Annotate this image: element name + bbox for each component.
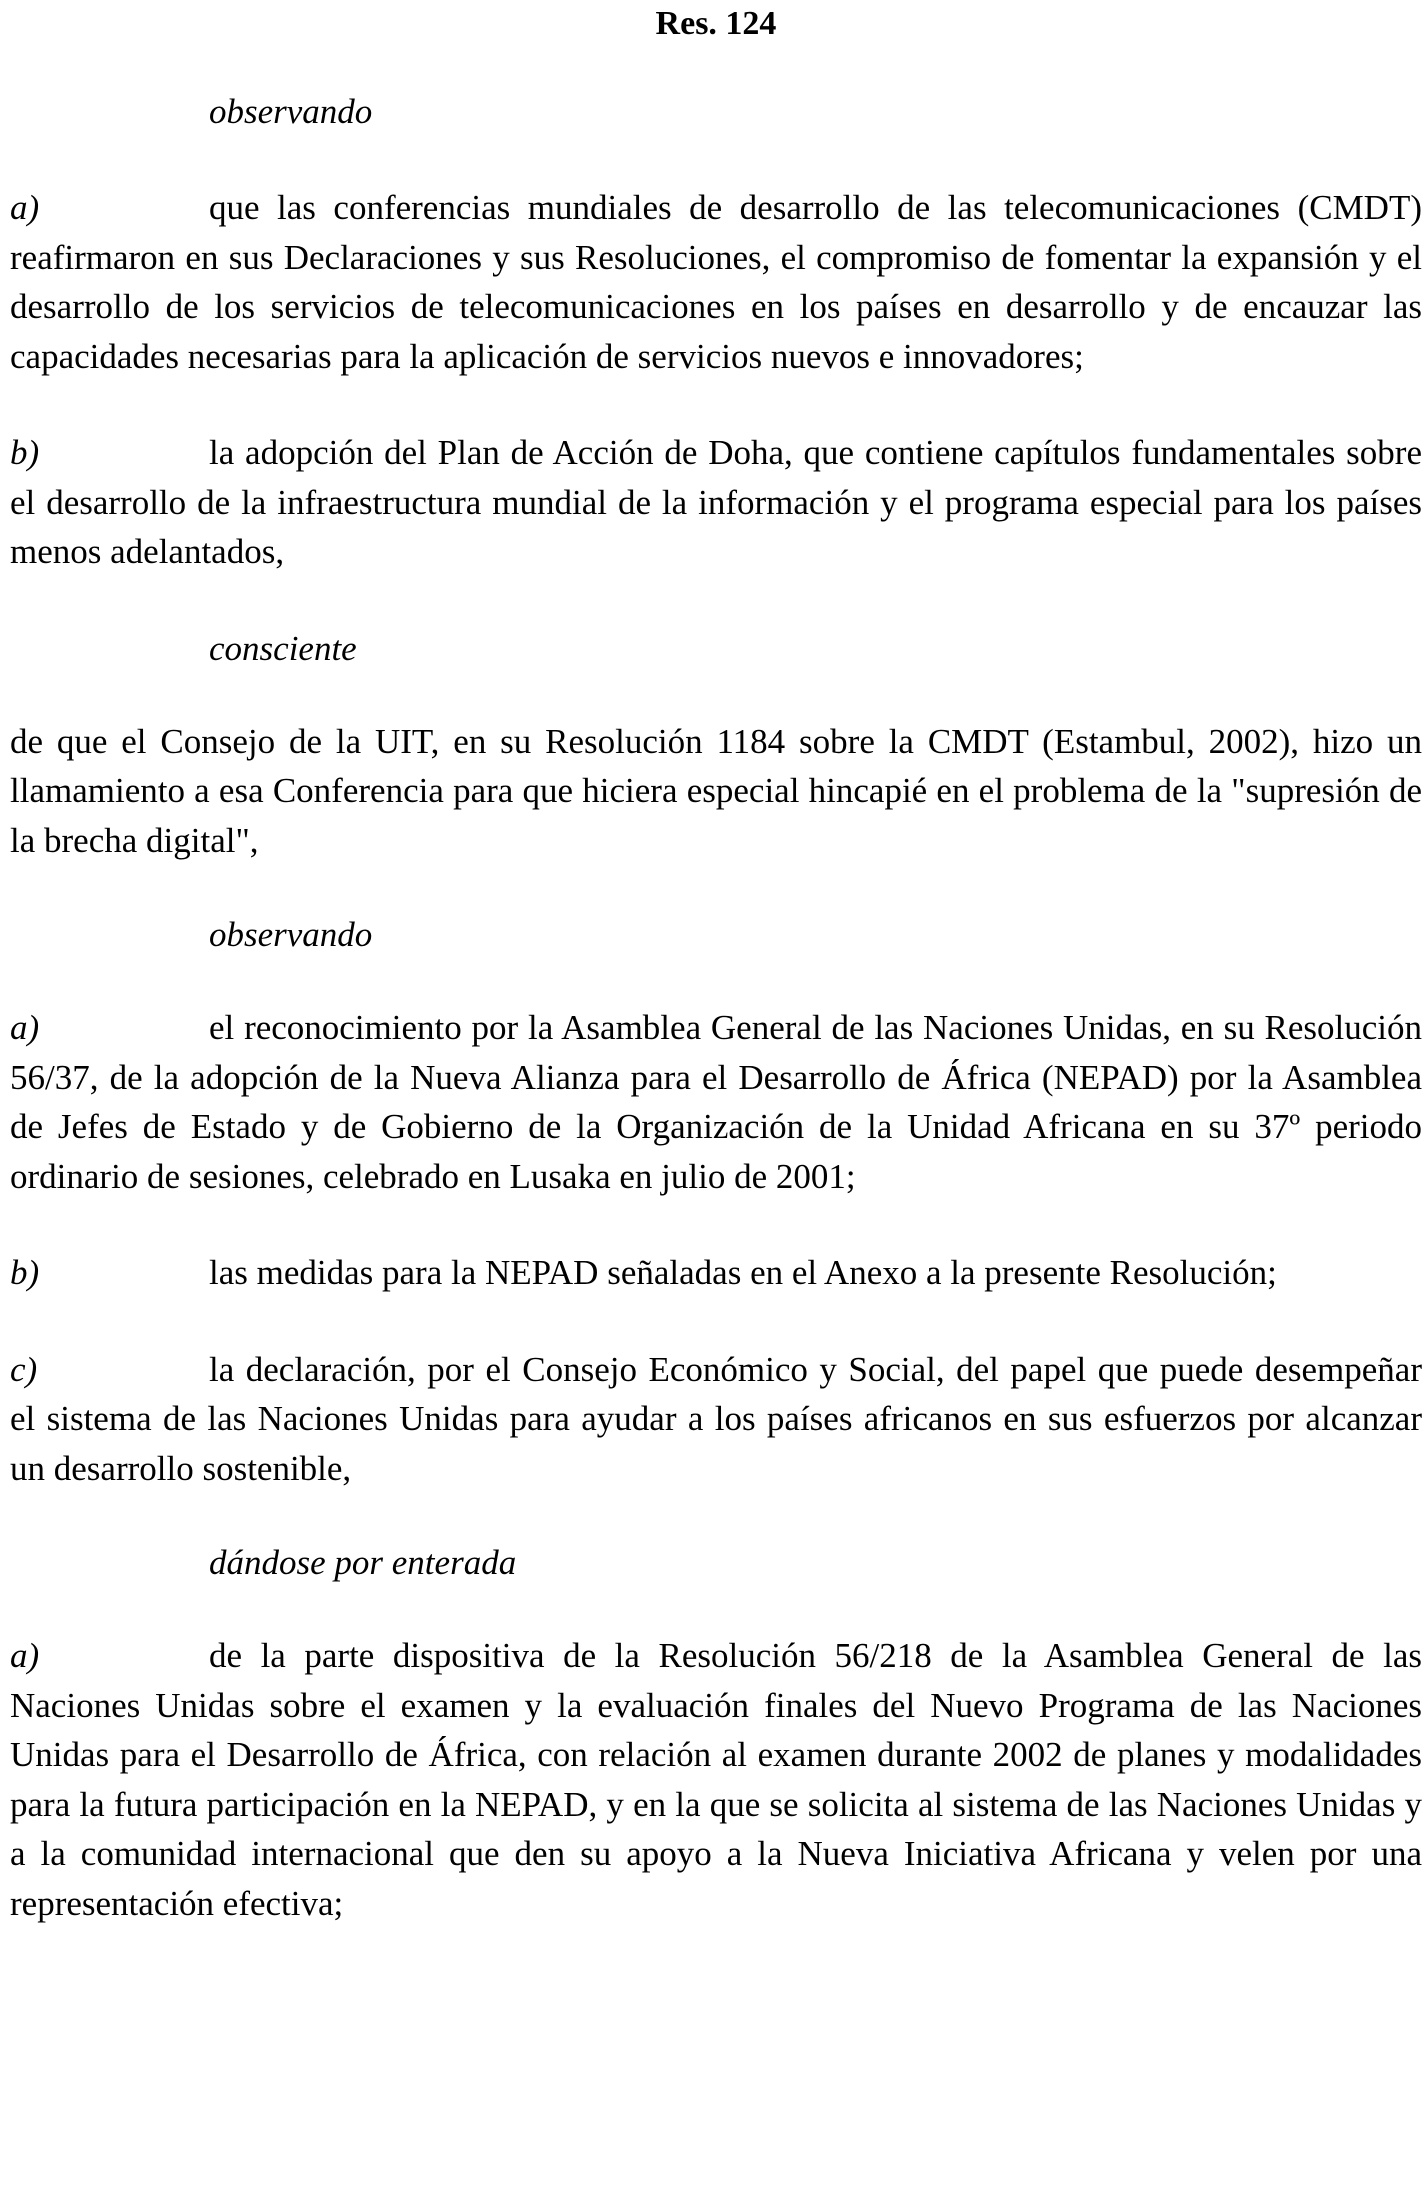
paragraph-text: que las conferencias mundiales de desarrollo de las telecomunicaciones (CMDT) reafirmaron en sus Declaraciones y sus Resoluciones, el compromiso de fomentar la expansión y el desarrollo de los servicios de telecomunicaciones en los países en desarrollo y de encauzar las capacidades necesarias para la aplicación de servicios nuevos e innovadores; [10,188,1422,376]
section-heading-observando-1: observando [209,92,373,131]
document-page [10,0,1422,1928]
paragraph-observando2-a [10,1003,1422,1201]
paragraph-text: de que el Consejo de la UIT, en su Resolución 1184 sobre la CMDT (Estambul, 2002), hizo un llamamiento a esa Conferencia para que hiciera especial hincapié en el problema de la "supresión de la brecha digital", [10,721,1422,860]
paragraph-observando-b [10,428,1422,577]
paragraph-consciente [10,717,1422,866]
paragraph-label: c) [10,1349,38,1389]
paragraph-observando2-c [10,1345,1422,1494]
paragraph-label: b) [10,1253,40,1292]
section-heading-consciente: consciente [209,628,357,668]
paragraph-text: la adopción del Plan de Acción de Doha, que contiene capítulos fundamentales sobre el desarrollo de la infraestructura mundial de la información y el programa especial para los países menos adelantados, [10,433,1422,571]
paragraph-enterada-a [10,1631,1422,1928]
section-heading-dandose-por-enterada: dándose por enterada [209,1543,517,1582]
paragraph-text: de la parte dispositiva de la Resolución 56/218 de la Asamblea General de las Naciones Unidas sobre el examen y la evaluación finales del Nuevo Programa de las Naciones Unidas para el Desarrollo de África, con relación al examen durante 2002 de planes y modalidades para la futura participación en la NEPAD, y en la que se solicita al sistema de las Naciones Unidas y a la comunidad internacional que den su apoyo a la Nueva Iniciativa Africana y velen por una representación efectiva; [10,1636,1422,1923]
paragraph-observando-a [10,183,1422,381]
paragraph-label: a) [10,188,40,227]
paragraph-text: la declaración, por el Consejo Económico y Social, del papel que puede desempeñar el sistema de las Naciones Unidas para ayudar a los países africanos en sus esfuerzos por alcanzar un desarrollo sostenible, [10,1349,1422,1488]
resolution-header: Res. 124 [655,5,777,42]
paragraph-text: el reconocimiento por la Asamblea General de las Naciones Unidas, en su Resolución 56/37, de la adopción de la Nueva Alianza para el Desarrollo de África (NEPAD) por la Asamblea de Jefes de Estado y de Gobierno de la Organización de la Unidad Africana en su 37º periodo ordinario de sesiones, celebrado en Lusaka en julio de 2001; [10,1008,1422,1196]
paragraph-observando2-b [10,1248,1422,1298]
paragraph-label: b) [10,433,40,472]
paragraph-text: las medidas para la NEPAD señaladas en el Anexo a la presente Resolución; [209,1253,1277,1292]
paragraph-label: a) [10,1636,40,1675]
paragraph-label: a) [10,1008,40,1047]
section-heading-observando-2: observando [209,915,373,954]
